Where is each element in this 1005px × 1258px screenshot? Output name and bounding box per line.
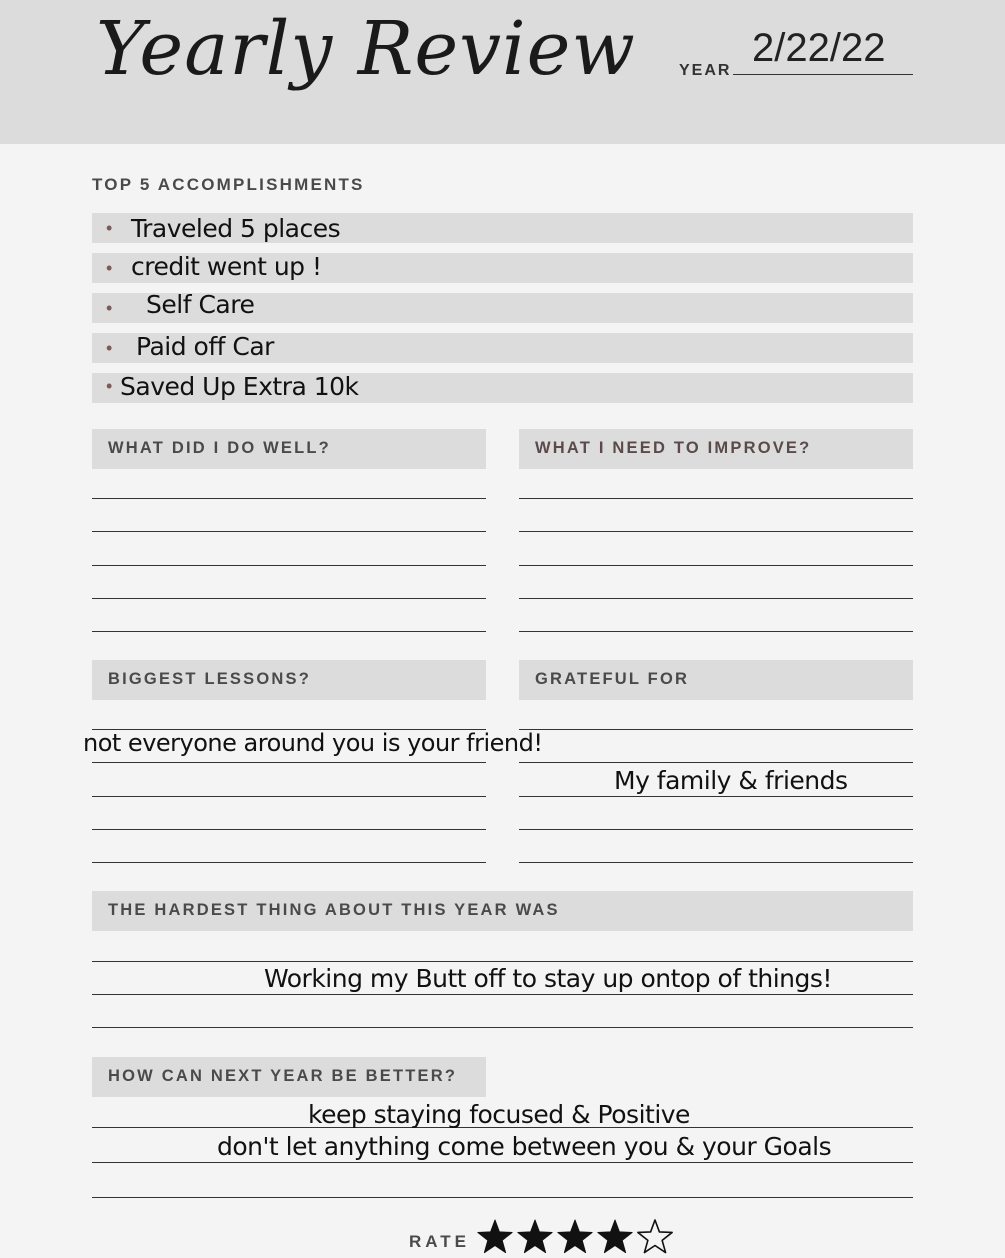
grateful-line[interactable] [519, 762, 913, 763]
accomplishments-label: TOP 5 ACCOMPLISHMENTS [92, 175, 365, 194]
bullet-icon: • [106, 338, 113, 358]
did-well-line[interactable] [92, 531, 486, 532]
next-year-header [92, 1057, 486, 1097]
year-underline [733, 74, 913, 75]
hardest-header [92, 891, 913, 931]
grateful-line[interactable] [519, 862, 913, 863]
accomplishment-text[interactable]: Paid off Car [136, 332, 274, 361]
hardest-label: THE HARDEST THING ABOUT THIS YEAR WAS [108, 901, 560, 919]
did-well-header [92, 429, 486, 469]
grateful-header [519, 660, 913, 700]
bullet-icon: • [106, 298, 113, 318]
accomplishment-text[interactable]: Self Care [146, 290, 255, 319]
improve-label: WHAT I NEED TO IMPROVE? [535, 439, 812, 457]
hardest-line[interactable] [92, 994, 913, 995]
did-well-label: WHAT DID I DO WELL? [108, 439, 331, 457]
lessons-line[interactable] [92, 796, 486, 797]
did-well-line[interactable] [92, 598, 486, 599]
rate-label: RATE [409, 1232, 471, 1251]
improve-line[interactable] [519, 598, 913, 599]
improve-line[interactable] [519, 531, 913, 532]
improve-line[interactable] [519, 631, 913, 632]
grateful-line[interactable] [519, 829, 913, 830]
next-year-line[interactable] [92, 1197, 913, 1198]
star-filled-icon[interactable] [516, 1218, 554, 1258]
bullet-icon: • [106, 218, 113, 238]
accomplishment-text[interactable]: Traveled 5 places [131, 214, 341, 243]
bullet-icon: • [106, 376, 113, 396]
next-year-line[interactable] [92, 1162, 913, 1163]
improve-header [519, 429, 913, 469]
did-well-line[interactable] [92, 565, 486, 566]
accomplishment-text[interactable]: Saved Up Extra 10k [120, 372, 359, 401]
hardest-line[interactable] [92, 961, 913, 962]
next-year-answer-line1[interactable]: keep staying focused & Positive [308, 1100, 690, 1129]
next-year-label: HOW CAN NEXT YEAR BE BETTER? [108, 1067, 458, 1085]
lessons-label: BIGGEST LESSONS? [108, 670, 311, 688]
lessons-line[interactable] [92, 829, 486, 830]
did-well-line[interactable] [92, 498, 486, 499]
lessons-line[interactable] [92, 862, 486, 863]
star-rating[interactable] [476, 1218, 674, 1258]
year-label: YEAR [679, 62, 732, 79]
grateful-line[interactable] [519, 729, 913, 730]
year-field[interactable]: 2/22/22 [752, 26, 886, 70]
star-filled-icon[interactable] [556, 1218, 594, 1258]
star-filled-icon[interactable] [596, 1218, 634, 1258]
lessons-answer[interactable]: not everyone around you is your friend! [83, 729, 543, 757]
lessons-line[interactable] [92, 762, 486, 763]
grateful-label: GRATEFUL FOR [535, 670, 690, 688]
page-title: Yearly Review [96, 6, 636, 92]
improve-line[interactable] [519, 565, 913, 566]
lessons-header [92, 660, 486, 700]
grateful-answer[interactable]: My family & friends [614, 766, 848, 795]
hardest-answer[interactable]: Working my Butt off to stay up ontop of things! [264, 964, 832, 993]
next-year-answer-line2[interactable]: don't let anything come between you & your Goals [217, 1132, 832, 1161]
grateful-line[interactable] [519, 796, 913, 797]
improve-line[interactable] [519, 498, 913, 499]
accomplishment-text[interactable]: credit went up ! [131, 252, 322, 281]
bullet-icon: • [106, 258, 113, 278]
hardest-line[interactable] [92, 1027, 913, 1028]
star-empty-icon[interactable] [636, 1218, 674, 1258]
did-well-line[interactable] [92, 631, 486, 632]
star-filled-icon[interactable] [476, 1218, 514, 1258]
